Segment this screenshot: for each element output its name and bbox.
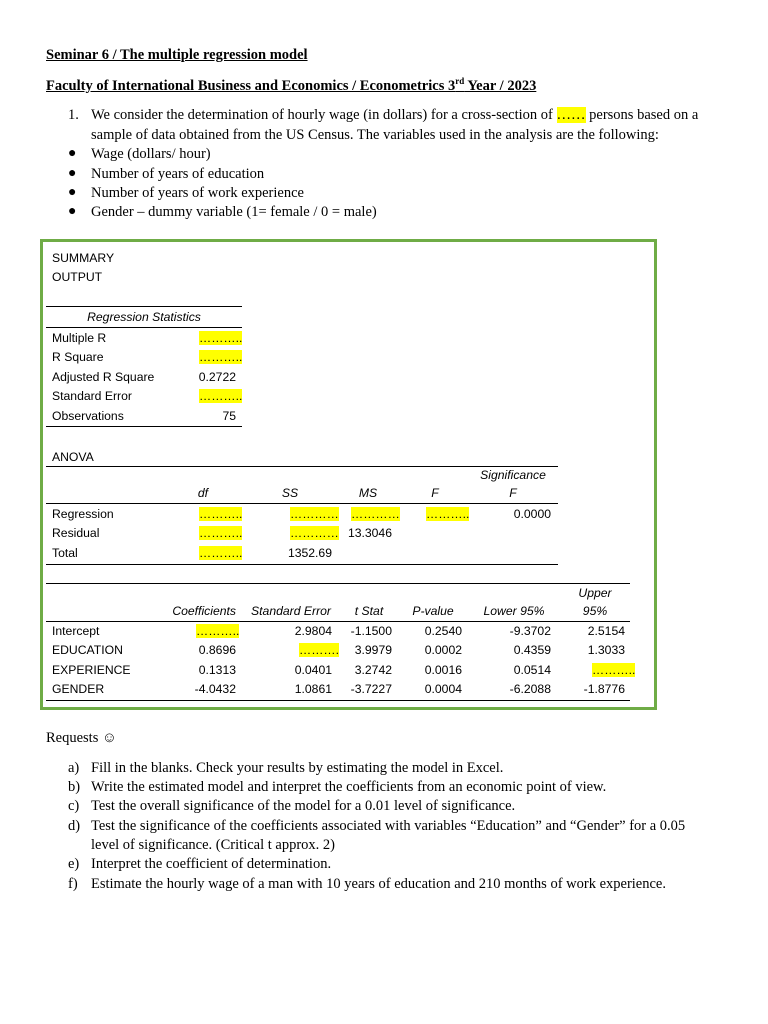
residual-df-blank: ……….. (199, 526, 243, 540)
cell-t: 3.9979 (354, 643, 392, 657)
reg-stats-header: Regression Statistics (87, 310, 201, 324)
experience-upper-blank: ……….. (592, 663, 636, 677)
stat-label: Adjusted R Square (52, 370, 155, 384)
cell-upper: 2.5154 (587, 624, 625, 638)
intercept-coef-blank: ……….. (196, 624, 240, 638)
residual-ss-blank: ………… (290, 526, 339, 540)
total-df-blank: ……….. (199, 546, 243, 560)
anova-header-df: df (197, 486, 209, 500)
cell-lower: -6.2088 (509, 682, 551, 696)
table-rule (46, 306, 242, 307)
anova-header-f: F (431, 486, 439, 500)
course-subtitle (46, 76, 536, 95)
coef-header-lower: Lower 95% (483, 604, 545, 618)
anova-title: ANOVA (52, 450, 94, 464)
table-rule (46, 583, 630, 584)
subtitle-text-end: Year / 2023 (464, 77, 537, 94)
page-title: Seminar 6 / The multiple regression model (46, 47, 308, 63)
request-item: Estimate the hourly wage of a man with 10 years of education and 210 months of work experience. (91, 876, 666, 892)
anova-header-sig-f: F (509, 486, 517, 500)
table-rule (46, 466, 558, 467)
intro-text-end: persons based on a (585, 107, 699, 123)
bullet-icon: ● (68, 185, 77, 200)
cell-se: 2.9804 (294, 624, 332, 638)
table-rule (46, 700, 630, 701)
coef-row-label: EXPERIENCE (52, 663, 131, 677)
request-item: Interpret the coefficient of determination. (91, 856, 332, 872)
cell-p: 0.2540 (424, 624, 462, 638)
coef-header-p: P-value (412, 604, 454, 618)
intro-line-1 (91, 107, 698, 124)
table-rule (46, 426, 242, 427)
cell-coef: 0.8696 (198, 643, 236, 657)
table-rule (46, 327, 242, 328)
table-rule (46, 621, 630, 622)
cell-coef: -4.0432 (194, 682, 236, 696)
intro-text: We consider the determination of hourly wage (in dollars) for a cross-section of (91, 107, 557, 123)
stat-label: Multiple R (52, 331, 107, 345)
cell-t: -1.1500 (350, 624, 392, 638)
table-rule (46, 564, 558, 565)
bullet-icon: ● (68, 166, 77, 181)
list-item: Gender – dummy variable (1= female / 0 = male) (91, 204, 377, 220)
cell-p: 0.0002 (424, 643, 462, 657)
cell-upper: 1.3033 (587, 643, 625, 657)
standard-error-blank: ……….. (199, 389, 243, 403)
anova-header-sig: Significance (480, 468, 546, 482)
cell-se: 0.0401 (294, 663, 332, 677)
adjusted-r-square-value: 0.2722 (198, 370, 236, 384)
cell-se: 1.0861 (294, 682, 332, 696)
regression-df-blank: ……….. (199, 507, 243, 521)
bullet-icon: ● (68, 204, 77, 219)
coef-row-label: Intercept (52, 624, 100, 638)
coef-row-label: EDUCATION (52, 643, 123, 657)
question-number: 1. (68, 107, 79, 123)
f-stat-blank: ……….. (426, 507, 470, 521)
subtitle-superscript: rd (455, 76, 465, 86)
request-item: Write the estimated model and interpret the coefficients from an economic point of view. (91, 779, 607, 795)
intro-line-2: sample of data obtained from the US Census. The variables used in the analysis are the following: (91, 127, 659, 143)
anova-row-label: Residual (52, 526, 100, 540)
cell-coef: 0.1313 (198, 663, 236, 677)
request-item: Fill in the blanks. Check your results by estimating the model in Excel. (91, 760, 504, 776)
request-letter: f) (68, 876, 78, 892)
list-item: Wage (dollars/ hour) (91, 146, 211, 162)
stat-label: Observations (52, 409, 124, 423)
cell-t: 3.2742 (354, 663, 392, 677)
coef-header-upper-95: 95% (582, 604, 608, 618)
cell-t: -3.7227 (350, 682, 392, 696)
cell-lower: 0.4359 (513, 643, 551, 657)
regression-ss-blank: ………… (290, 507, 339, 521)
request-letter: a) (68, 760, 80, 776)
request-letter: b) (68, 779, 81, 795)
stat-label: Standard Error (52, 389, 132, 403)
request-item-continued: level of significance. (Critical t approx. 2) (91, 837, 335, 853)
cell-upper: -1.8776 (583, 682, 625, 696)
requests-title: Requests ☺ (46, 730, 117, 746)
r-square-blank: ……….. (199, 350, 243, 364)
coef-header-t: t Stat (354, 604, 384, 618)
cell-p: 0.0004 (424, 682, 462, 696)
stat-label: R Square (52, 350, 104, 364)
anova-row-label: Total (52, 546, 78, 560)
summary-title: SUMMARY (52, 251, 115, 265)
anova-header-ms: MS (358, 486, 378, 500)
coef-header-coefficients: Coefficients (172, 604, 236, 618)
multiple-r-blank: ……….. (199, 331, 243, 345)
request-letter: d) (68, 818, 81, 834)
regression-ms-blank: ………… (351, 507, 400, 521)
total-ss-value: 1352.69 (287, 546, 332, 560)
request-letter: e) (68, 856, 80, 872)
observations-value: 75 (222, 409, 236, 423)
sample-size-blank: …… (556, 107, 586, 123)
request-item: Test the overall significance of the model for a 0.01 level of significance. (91, 798, 516, 814)
summary-title-line2: OUTPUT (52, 270, 103, 284)
table-rule (46, 503, 558, 504)
cell-lower: 0.0514 (513, 663, 551, 677)
bullet-icon: ● (68, 146, 77, 161)
significance-f-value: 0.0000 (513, 507, 551, 521)
cell-p: 0.0016 (424, 663, 462, 677)
request-letter: c) (68, 798, 80, 814)
request-item: Test the significance of the coefficients associated with variables “Education” and “Gender” for a 0.05 (91, 818, 686, 834)
cell-lower: -9.3702 (509, 624, 551, 638)
education-se-blank: ………. (299, 643, 339, 657)
list-item: Number of years of education (91, 166, 265, 182)
residual-ms-value: 13.3046 (347, 526, 392, 540)
coef-header-upper: Upper (578, 586, 612, 600)
coef-row-label: GENDER (52, 682, 105, 696)
subtitle-text: Faculty of International Business and Economics / Econometrics 3 (46, 77, 456, 94)
anova-header-ss: SS (281, 486, 299, 500)
list-item: Number of years of work experience (91, 185, 304, 201)
coef-header-se: Standard Error (251, 604, 331, 618)
anova-row-label: Regression (52, 507, 114, 521)
